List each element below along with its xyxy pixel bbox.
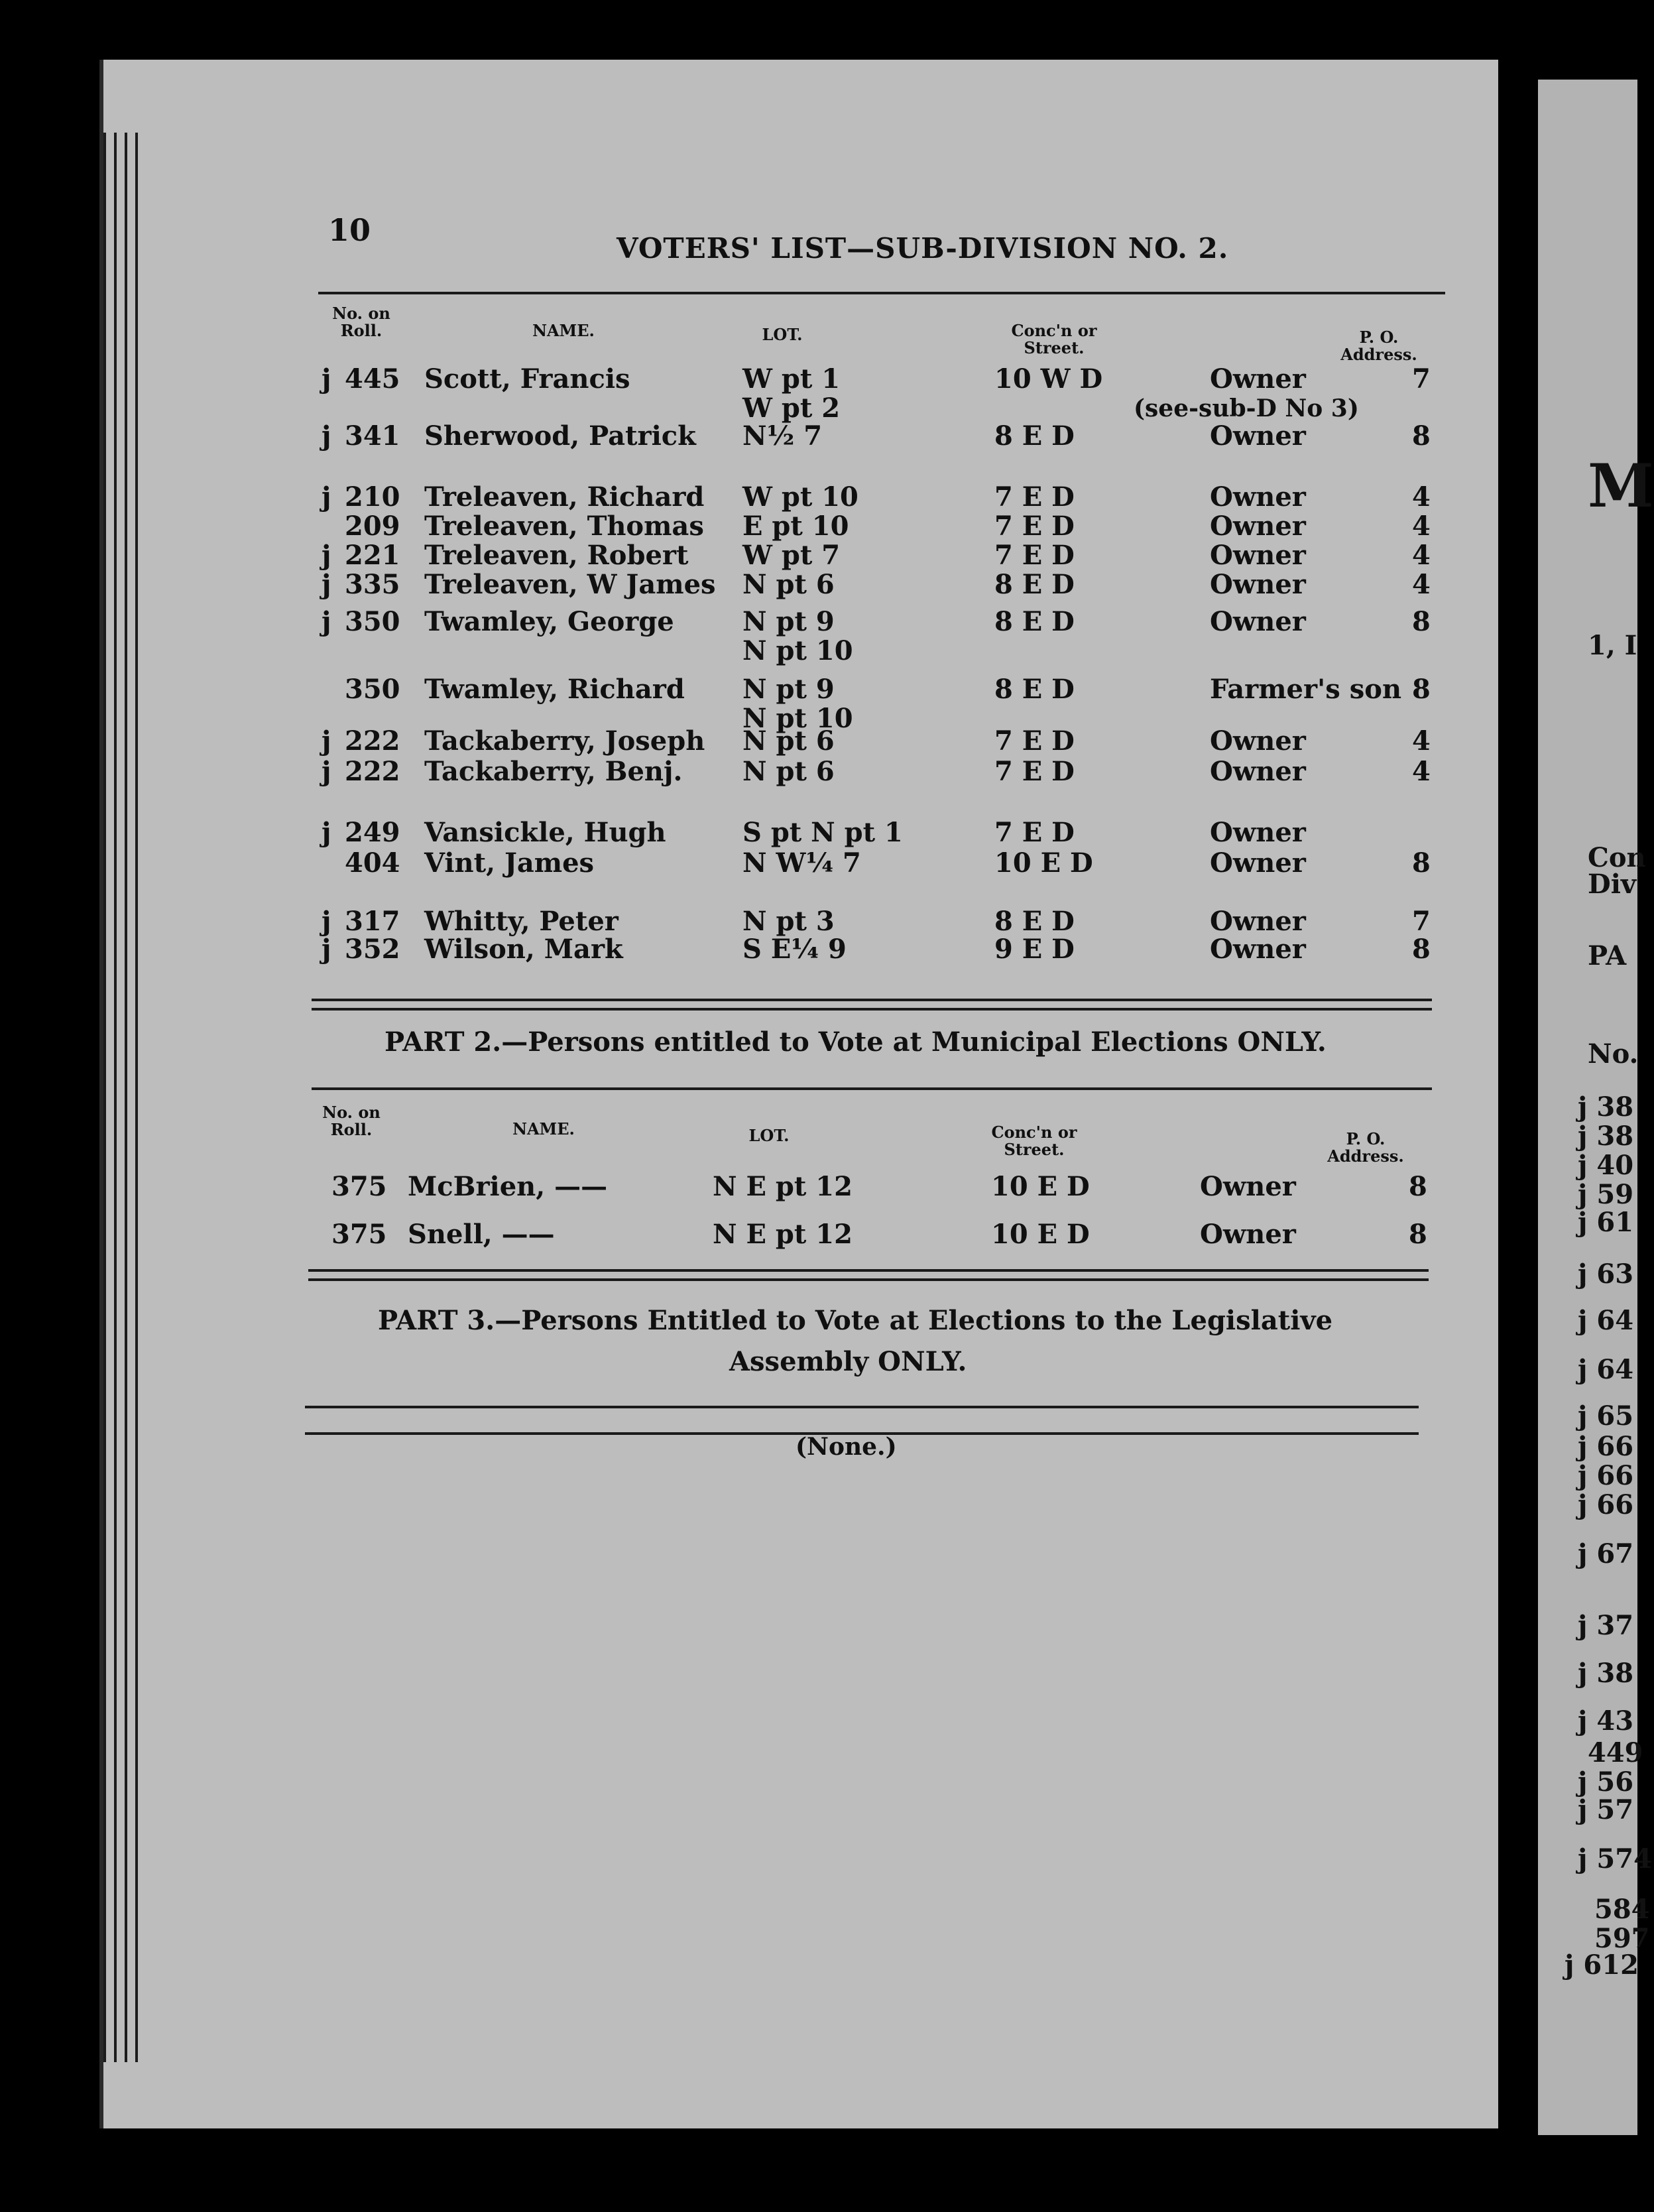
facing-page-fragment-text: j 56 [1578, 1766, 1634, 1798]
part2-bottom-rule-2 [308, 1278, 1429, 1281]
page-title: VOTERS' LIST—SUB-DIVISION NO. 2. [617, 232, 1229, 265]
part1-row-lot: S E¼ 9 [742, 934, 847, 965]
header-rule [318, 292, 1445, 294]
part1-row-conc: 9 E D [994, 934, 1075, 965]
facing-page-fragment-text: Div [1588, 869, 1637, 900]
part1-row-lot: N W¼ 7 [742, 847, 861, 879]
part1-row-lot: W pt 10 [742, 481, 858, 513]
part2-row-name: Snell, —— [408, 1219, 555, 1250]
part1-row-j: j [322, 540, 331, 571]
part1-row-no: 210 [345, 481, 400, 513]
part1-row-lot: N pt 3 [742, 906, 835, 937]
facing-page-fragment-text: 597 [1594, 1923, 1650, 1954]
part1-row-status: Owner [1210, 606, 1306, 637]
part2-col-header-name: NAME. [512, 1119, 575, 1138]
part1-row-lot: N pt 9 [742, 606, 835, 637]
facing-page-fragment-text: 449 [1588, 1737, 1643, 1768]
part1-row-lot: S pt N pt 1 [742, 817, 903, 848]
part1-row-status: Owner [1210, 725, 1306, 757]
part2-row-lot: N E pt 12 [713, 1171, 853, 1202]
part1-row-name: Treleaven, W James [424, 569, 716, 600]
part1-row-lot: N pt 6 [742, 725, 835, 757]
part2-row-conc: 10 E D [991, 1171, 1090, 1202]
part1-row-po: 8 [1412, 847, 1431, 879]
part1-row-conc: 7 E D [994, 511, 1075, 542]
part2-row-conc: 10 E D [991, 1219, 1090, 1250]
part1-row-name: Scott, Francis [424, 363, 630, 395]
facing-page-fragment-text: j 59 [1578, 1179, 1634, 1210]
facing-page-fragment-text: No. [1588, 1038, 1639, 1070]
facing-page-fragment-text: j 612 [1565, 1949, 1639, 1981]
part1-row-name: Vansickle, Hugh [424, 817, 666, 848]
col-header-name: NAME. [532, 321, 595, 340]
part1-row-no: 350 [345, 606, 400, 637]
facing-page-fragment-text: j 66 [1578, 1460, 1634, 1491]
part1-row-no: 352 [345, 934, 400, 965]
part1-row-no: 350 [345, 674, 400, 705]
part1-row-no: 317 [345, 906, 400, 937]
col-header-no-on-roll: No. on Roll. [332, 304, 390, 340]
part1-row-no: 445 [345, 363, 400, 395]
facing-page-fragment-text: j 57 [1578, 1794, 1634, 1825]
part1-row-no: 341 [345, 420, 400, 452]
part1-row-j: j [322, 934, 331, 965]
facing-page-fragment-text: j 38 [1578, 1658, 1634, 1689]
part3-none: (None.) [796, 1433, 897, 1461]
part1-row-status: Owner [1210, 817, 1306, 848]
part1-row-no: 222 [345, 725, 400, 757]
part1-row-lot: N pt 9 [742, 674, 835, 705]
part1-row-status: (see-sub-D No 3) [1134, 395, 1359, 422]
facing-page-fragment-text: j 37 [1578, 1610, 1634, 1641]
part1-row-j: j [322, 906, 331, 937]
part1-row-name: Whitty, Peter [424, 906, 619, 937]
part2-col-header-conc: Conc'n or Street. [991, 1123, 1077, 1159]
part1-row-conc: 7 E D [994, 817, 1075, 848]
facing-page-fragment-text: PA [1588, 940, 1627, 971]
part1-row-po: 4 [1412, 569, 1431, 600]
part1-row-lot: W pt 2 [742, 393, 841, 424]
facing-page-fragment-text: j 66 [1578, 1489, 1634, 1520]
part1-row-j: j [322, 606, 331, 637]
part1-row-status: Owner [1210, 511, 1306, 542]
part1-row-conc: 8 E D [994, 674, 1075, 705]
part1-row-po: 4 [1412, 481, 1431, 513]
part1-row-name: Tackaberry, Benj. [424, 756, 683, 787]
part1-row-name: Twamley, Richard [424, 674, 685, 705]
part2-col-header-lot: LOT. [748, 1126, 790, 1145]
part1-row-po: 4 [1412, 540, 1431, 571]
part1-row-conc: 8 E D [994, 606, 1075, 637]
part2-row-name: McBrien, —— [408, 1171, 608, 1202]
part1-row-conc: 8 E D [994, 906, 1075, 937]
part2-row-po: 8 [1409, 1171, 1427, 1202]
facing-page-fragment-text: j 66 [1578, 1431, 1634, 1462]
part1-row-name: Twamley, George [424, 606, 674, 637]
part1-row-conc: 10 E D [994, 847, 1093, 879]
part1-row-conc: 8 E D [994, 420, 1075, 452]
part1-row-j: j [322, 481, 331, 513]
part1-row-lot: W pt 1 [742, 363, 841, 395]
part2-row-lot: N E pt 12 [713, 1219, 853, 1250]
part1-row-conc: 7 E D [994, 725, 1075, 757]
part2-title: PART 2.—Persons entitled to Vote at Municipal Elections ONLY. [384, 1026, 1327, 1058]
part1-row-status: Owner [1210, 756, 1306, 787]
facing-page-fragment-text: 1, I [1588, 630, 1637, 661]
facing-page-fragment-text: j 61 [1578, 1207, 1634, 1238]
part1-row-name: Sherwood, Patrick [424, 420, 696, 452]
part3-title-line1: PART 3.—Persons Entitled to Vote at Elections to the Legislative [378, 1305, 1333, 1336]
part1-row-j: j [322, 817, 331, 848]
part2-row-no: 375 [331, 1219, 387, 1250]
part1-row-j: j [322, 725, 331, 757]
part1-row-conc: 7 E D [994, 481, 1075, 513]
part1-row-po: 4 [1412, 756, 1431, 787]
part1-row-status: Owner [1210, 540, 1306, 571]
part1-row-po: 8 [1412, 934, 1431, 965]
part1-row-po: 4 [1412, 511, 1431, 542]
part1-row-po: 7 [1412, 906, 1431, 937]
part1-row-lot: W pt 7 [742, 540, 841, 571]
part1-row-po: 8 [1412, 606, 1431, 637]
part3-rule [305, 1406, 1419, 1408]
part1-row-name: Vint, James [424, 847, 595, 879]
part2-header-rule [312, 1087, 1432, 1090]
part2-row-status: Owner [1200, 1171, 1296, 1202]
part1-row-j: j [322, 756, 331, 787]
page-number: 10 [328, 212, 371, 248]
facing-page-fragment-text: j 64 [1578, 1305, 1634, 1336]
part2-row-status: Owner [1200, 1219, 1296, 1250]
part1-row-status: Owner [1210, 847, 1306, 879]
part1-row-conc: 10 W D [994, 363, 1103, 395]
part1-row-lot: N pt 6 [742, 756, 835, 787]
part1-row-conc: 7 E D [994, 756, 1075, 787]
part1-row-name: Treleaven, Richard [424, 481, 705, 513]
part1-row-conc: 8 E D [994, 569, 1075, 600]
part2-bottom-rule [308, 1269, 1429, 1272]
facing-page-fragment-text: j 67 [1578, 1538, 1634, 1569]
part1-row-no: 209 [345, 511, 400, 542]
part3-title-line2: Assembly ONLY. [729, 1346, 967, 1377]
part1-row-lot: N pt 10 [742, 703, 853, 734]
part1-bottom-rule [312, 999, 1432, 1001]
col-header-po: P. O. Address. [1340, 328, 1417, 364]
part1-row-po: 7 [1412, 363, 1431, 395]
part2-row-po: 8 [1409, 1219, 1427, 1250]
part1-row-status: Owner [1210, 569, 1306, 600]
part1-row-no: 222 [345, 756, 400, 787]
part2-col-header-no-on-roll: No. on Roll. [322, 1103, 381, 1139]
part1-row-name: Tackaberry, Joseph [424, 725, 705, 757]
facing-page-fragment-text: j 38 [1578, 1121, 1634, 1152]
part1-row-status: Owner [1210, 420, 1306, 452]
facing-page-fragment-text: j 65 [1578, 1400, 1634, 1432]
col-header-conc: Conc'n or Street. [1011, 321, 1097, 357]
part1-row-lot: N½ 7 [742, 420, 823, 452]
part1-row-status: Farmer's son [1210, 674, 1402, 705]
part1-bottom-rule-2 [312, 1008, 1432, 1011]
part1-row-j: j [322, 363, 331, 395]
part1-row-no: 404 [345, 847, 400, 879]
part1-row-status: Owner [1210, 906, 1306, 937]
part1-row-conc: 7 E D [994, 540, 1075, 571]
page-gutter [1498, 0, 1538, 2212]
facing-page-fragment-text: 584 [1594, 1894, 1650, 1925]
facing-page-fragment-text: j 574 [1578, 1843, 1652, 1874]
part1-row-lot: N pt 6 [742, 569, 835, 600]
part1-row-status: Owner [1210, 481, 1306, 513]
part1-row-po: 4 [1412, 725, 1431, 757]
part1-row-po: 8 [1412, 420, 1431, 452]
part1-row-name: Wilson, Mark [424, 934, 623, 965]
part1-row-name: Treleaven, Robert [424, 540, 689, 571]
facing-page-fragment-text: j 63 [1578, 1259, 1634, 1290]
part2-row-no: 375 [331, 1171, 387, 1202]
part1-row-j: j [322, 569, 331, 600]
part1-row-lot: N pt 10 [742, 635, 853, 666]
part1-row-status: Owner [1210, 934, 1306, 965]
part1-row-lot: E pt 10 [742, 511, 849, 542]
part2-col-header-po: P. O. Address. [1327, 1129, 1404, 1166]
facing-page-fragment-text: j 40 [1578, 1150, 1634, 1181]
facing-page-fragment-text: M [1588, 451, 1654, 521]
part1-row-no: 221 [345, 540, 400, 571]
facing-page-fragment-text: j 43 [1578, 1705, 1634, 1737]
part1-row-no: 249 [345, 817, 400, 848]
part1-row-status: Owner [1210, 363, 1306, 395]
facing-page-fragment-text: Con [1588, 842, 1646, 873]
facing-page-fragment-text: j 64 [1578, 1354, 1634, 1385]
part1-row-no: 335 [345, 569, 400, 600]
part1-row-name: Treleaven, Thomas [424, 511, 704, 542]
part1-row-po: 8 [1412, 674, 1431, 705]
facing-page-fragment-text: j 38 [1578, 1091, 1634, 1123]
col-header-lot: LOT. [762, 325, 803, 344]
part1-row-j: j [322, 420, 331, 452]
